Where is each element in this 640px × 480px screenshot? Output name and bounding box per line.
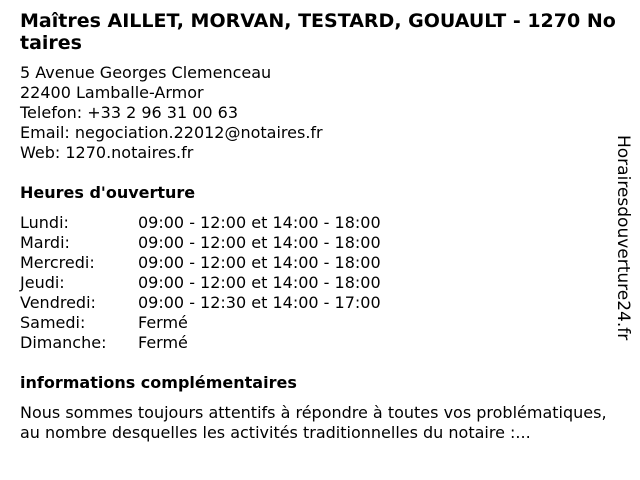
day-label: Jeudi: (20, 273, 65, 292)
day-hours: 09:00 - 12:00 et 14:00 - 18:00 (138, 213, 381, 232)
street-address: 5 Avenue Georges Clemenceau (20, 63, 272, 82)
day-label: Lundi: (20, 213, 69, 232)
website-address: Web: 1270.notaires.fr (20, 143, 194, 162)
opening-hours-list (20, 213, 381, 353)
contact-block (20, 63, 323, 163)
hours-row-wednesday (20, 253, 381, 273)
site-watermark: Horairesdouverture24.fr (613, 135, 633, 341)
day-hours: Fermé (138, 313, 188, 332)
day-hours: 09:00 - 12:00 et 14:00 - 18:00 (138, 273, 381, 292)
info-heading: informations complémentaires (20, 373, 297, 392)
day-label: Samedi: (20, 313, 86, 332)
phone-number: Telefon: +33 2 96 31 00 63 (20, 103, 239, 122)
day-hours: 09:00 - 12:00 et 14:00 - 18:00 (138, 233, 381, 252)
email-address: Email: negociation.22012@notaires.fr (20, 123, 323, 142)
day-label: Mercredi: (20, 253, 95, 272)
info-description: Nous sommes toujours attentifs à répondre à toutes vos problématiques, au nombre desquelles les activités traditionnelles du notaire :... (20, 403, 607, 442)
day-label: Mardi: (20, 233, 70, 252)
day-label: Dimanche: (20, 333, 107, 352)
hours-heading: Heures d'ouverture (20, 183, 196, 202)
hours-row-tuesday (20, 233, 381, 253)
page-title: Maîtres AILLET, MORVAN, TESTARD, GOUAULT - 1270 Notaires (20, 10, 616, 54)
day-hours: 09:00 - 12:00 et 14:00 - 18:00 (138, 253, 381, 272)
hours-row-sunday (20, 333, 381, 353)
day-hours: 09:00 - 12:30 et 14:00 - 17:00 (138, 293, 381, 312)
day-hours: Fermé (138, 333, 188, 352)
city-address: 22400 Lamballe-Armor (20, 83, 204, 102)
hours-row-saturday (20, 313, 381, 333)
hours-row-thursday (20, 273, 381, 293)
hours-row-friday (20, 293, 381, 313)
hours-row-monday (20, 213, 381, 233)
day-label: Vendredi: (20, 293, 96, 312)
